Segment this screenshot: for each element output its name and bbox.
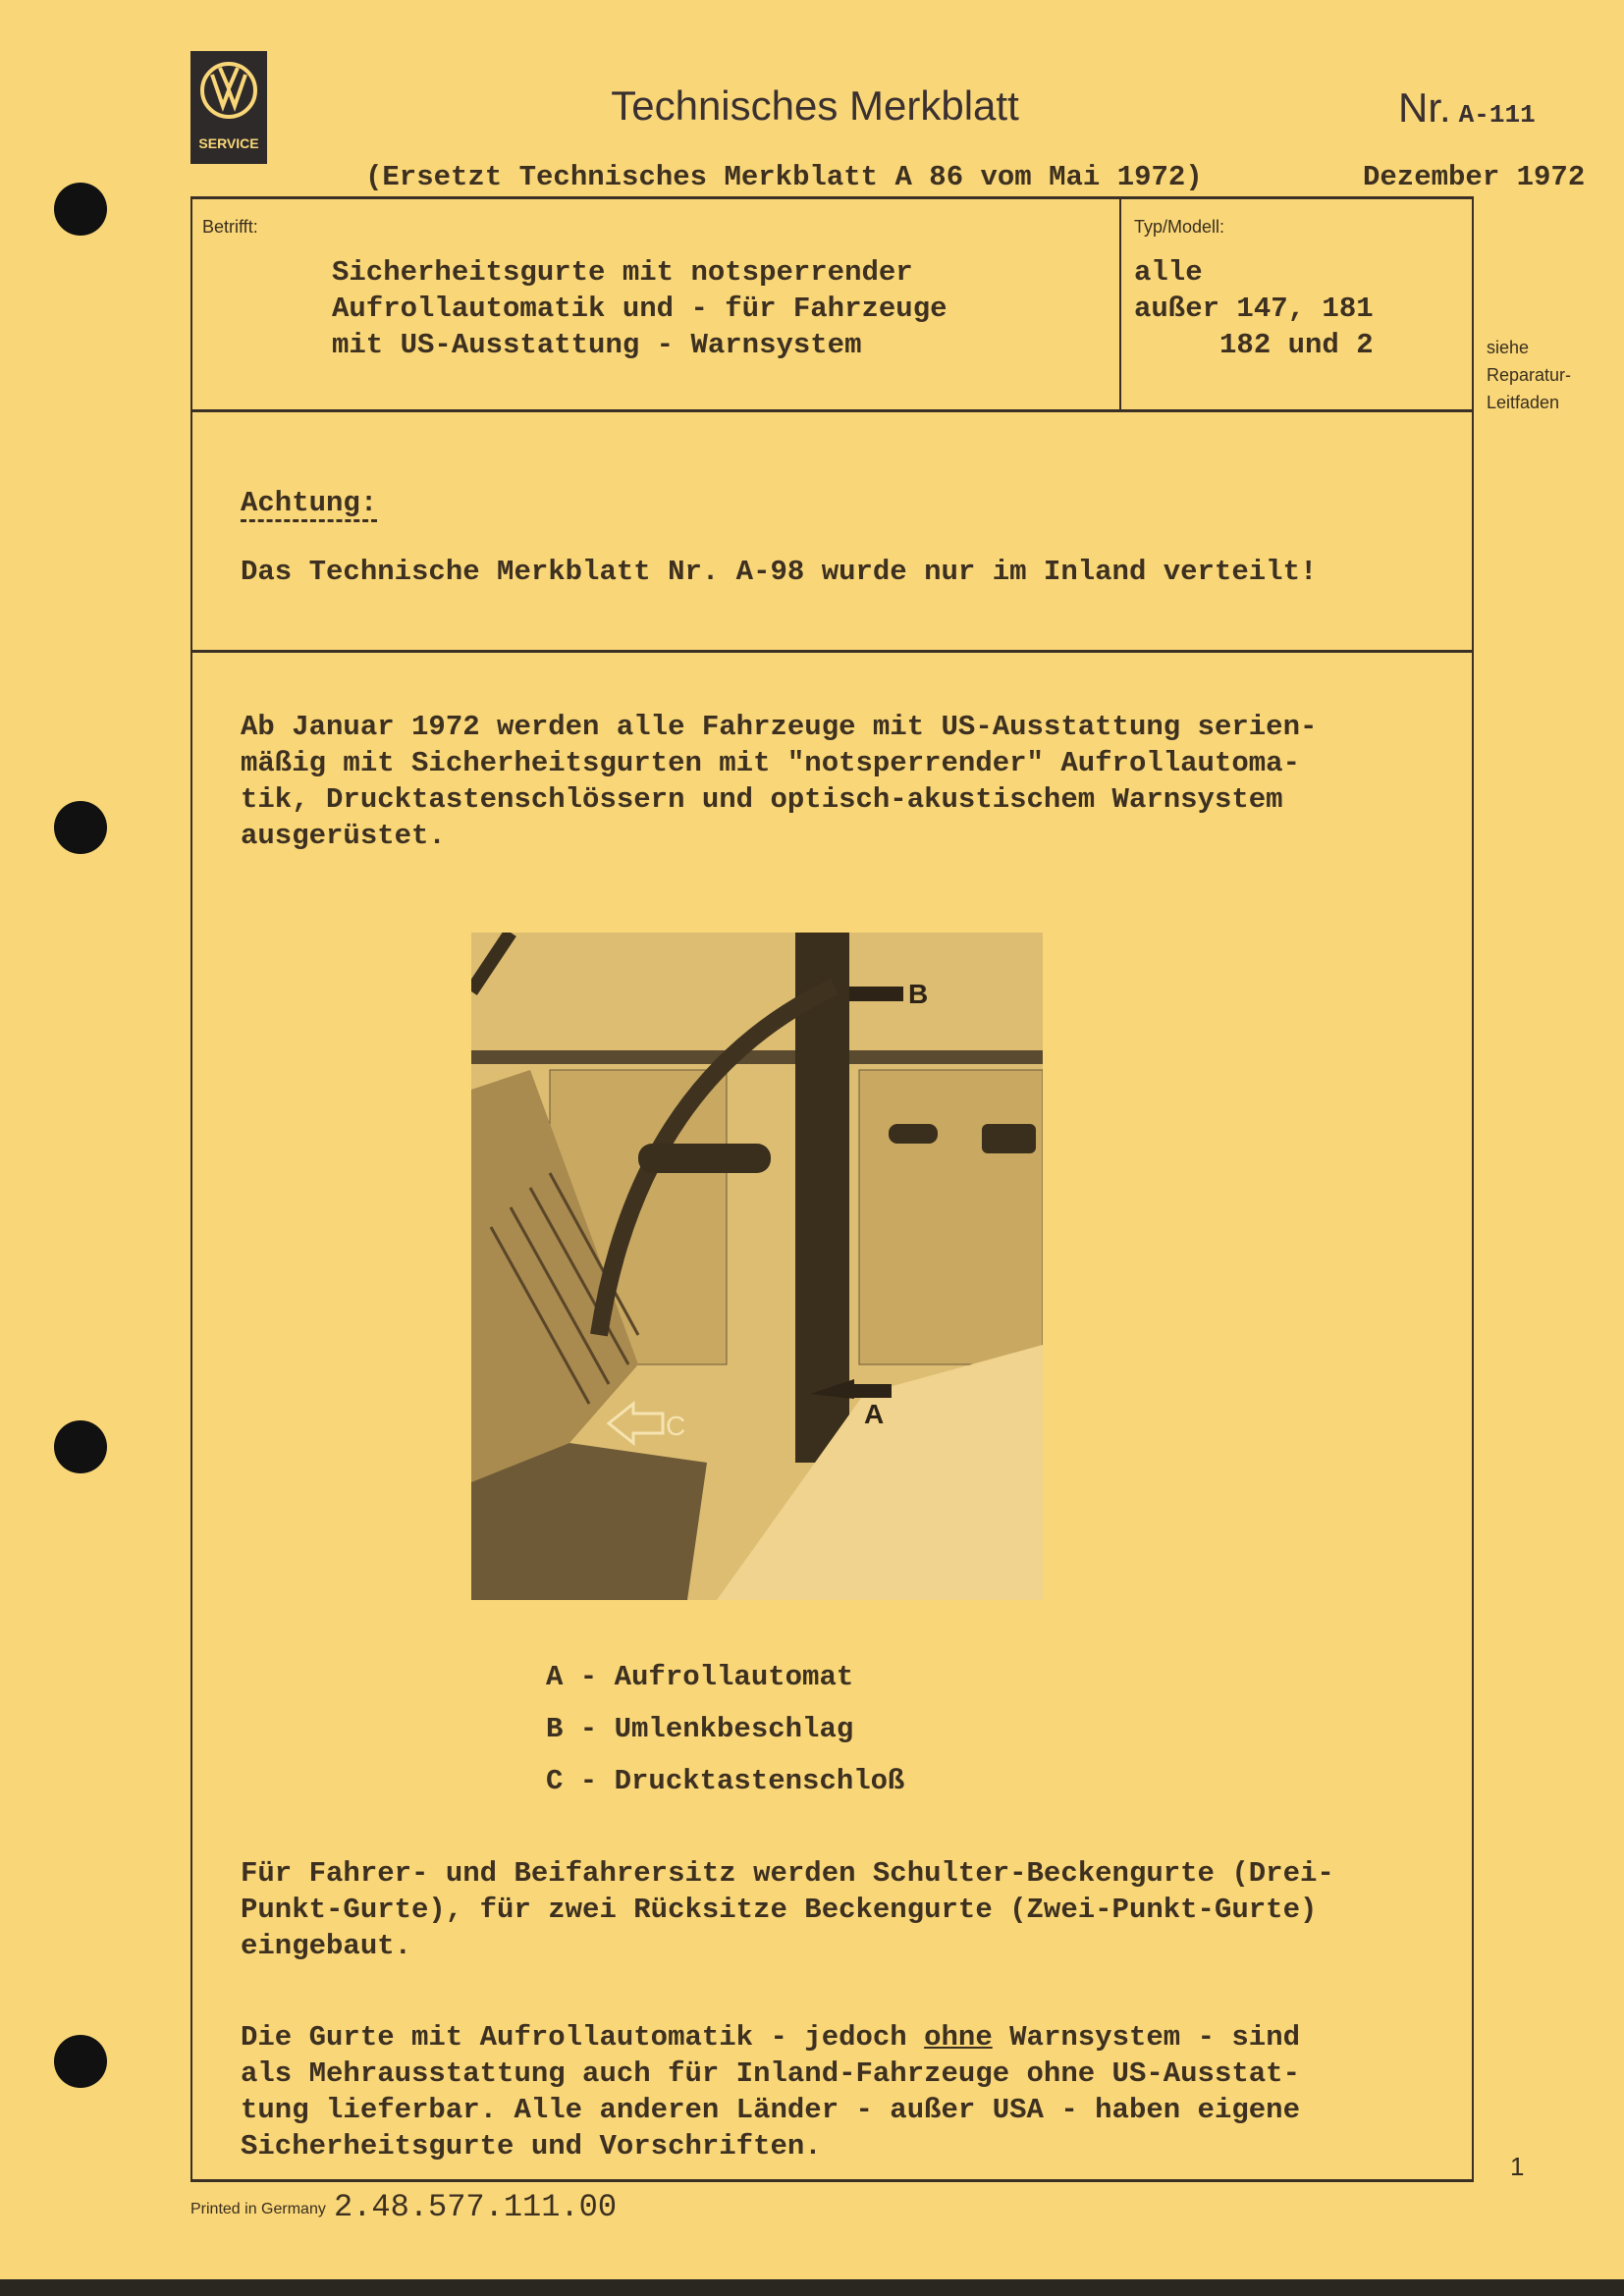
punch-hole xyxy=(54,2035,107,2088)
page-number: 1 xyxy=(1510,2152,1525,2181)
subject-text xyxy=(332,254,947,363)
model-line: außer 147, 181 xyxy=(1134,293,1374,325)
photo-label-c: C xyxy=(666,1411,686,1441)
legend-item: C - Drucktastenschloß xyxy=(546,1765,905,1797)
subject-label: Betrifft: xyxy=(202,217,258,237)
frame-divider xyxy=(190,409,1474,412)
document-number xyxy=(1398,84,1536,132)
underlined-word: ohne xyxy=(924,2021,993,2054)
model-text xyxy=(1134,254,1374,363)
side-note xyxy=(1487,334,1571,416)
text-line: tung lieferbar. Alle anderen Länder - außer USA - haben eigene xyxy=(241,2094,1300,2126)
nr-value: A-111 xyxy=(1458,100,1536,130)
side-note-line: siehe xyxy=(1487,338,1530,357)
seat-belt-paragraph xyxy=(241,1855,1334,1964)
logo-text: SERVICE xyxy=(198,135,259,151)
frame-left xyxy=(190,196,192,2182)
printed-in: Printed in Germany xyxy=(190,2201,326,2217)
legend-item: A - Aufrollautomat xyxy=(546,1661,854,1693)
vw-logo-icon xyxy=(190,51,267,130)
legend-item: B - Umlenkbeschlag xyxy=(546,1713,854,1745)
frame-bottom xyxy=(190,2179,1474,2182)
print-code: 2.48.577.111.00 xyxy=(334,2189,618,2225)
text-line: ausgerüstet. xyxy=(241,820,446,852)
text-span: Warnsystem - sind xyxy=(992,2021,1301,2054)
seatbelt-photo xyxy=(471,933,1043,1600)
text-span: Die Gurte mit Aufrollautomatik - jedoch xyxy=(241,2021,925,2054)
column-divider xyxy=(1119,196,1121,410)
side-note-line: Reparatur- xyxy=(1487,365,1572,385)
vw-service-logo xyxy=(190,51,267,164)
text-line: mäßig mit Sicherheitsgurten mit "notsperrender" Aufrollautoma- xyxy=(241,747,1300,779)
notice-heading: Achtung: xyxy=(241,488,377,522)
text-line: tik, Drucktastenschlössern und optisch-akustischem Warnsystem xyxy=(241,783,1283,816)
scan-edge xyxy=(0,2279,1624,2296)
frame-divider xyxy=(190,650,1474,653)
photo-label-b: B xyxy=(908,979,929,1009)
side-note-line: Leitfaden xyxy=(1487,393,1560,412)
frame-right xyxy=(1472,196,1474,2182)
replaces-note: (Ersetzt Technisches Merkblatt A 86 vom Mai 1972) xyxy=(365,161,1203,193)
subject-line: Aufrollautomatik und - für Fahrzeuge xyxy=(332,293,947,325)
text-line: Für Fahrer- und Beifahrersitz werden Schulter-Beckengurte (Drei- xyxy=(241,1857,1334,1890)
model-line: 182 und 2 xyxy=(1134,329,1374,361)
punch-hole xyxy=(54,1420,107,1473)
model-line: alle xyxy=(1134,256,1203,289)
subject-line: mit US-Ausstattung - Warnsystem xyxy=(332,329,862,361)
frame-top xyxy=(190,196,1474,199)
text-line: als Mehrausstattung auch für Inland-Fahrzeuge ohne US-Ausstat- xyxy=(241,2057,1300,2090)
text-line: eingebaut. xyxy=(241,1930,412,1962)
document-title: Technisches Merkblatt xyxy=(611,82,1019,129)
punch-hole xyxy=(54,183,107,236)
punch-hole xyxy=(54,801,107,854)
text-line: Ab Januar 1972 werden alle Fahrzeuge mit US-Ausstattung serien- xyxy=(241,711,1318,743)
photo-label-a: A xyxy=(864,1399,885,1429)
text-line xyxy=(241,2019,1300,2056)
nr-label: Nr. xyxy=(1398,84,1451,131)
document-date: Dezember 1972 xyxy=(1363,161,1586,193)
photo-legend xyxy=(546,1651,904,1807)
text-line: Punkt-Gurte), für zwei Rücksitze Beckengurte (Zwei-Punkt-Gurte) xyxy=(241,1894,1318,1926)
subject-line: Sicherheitsgurte mit notsperrender xyxy=(332,256,913,289)
model-label: Typ/Modell: xyxy=(1134,217,1225,237)
intro-paragraph xyxy=(241,709,1317,854)
availability-paragraph xyxy=(241,2019,1300,2164)
notice-text: Das Technische Merkblatt Nr. A-98 wurde nur im Inland verteilt! xyxy=(241,556,1318,588)
text-line: Sicherheitsgurte und Vorschriften. xyxy=(241,2130,822,2163)
